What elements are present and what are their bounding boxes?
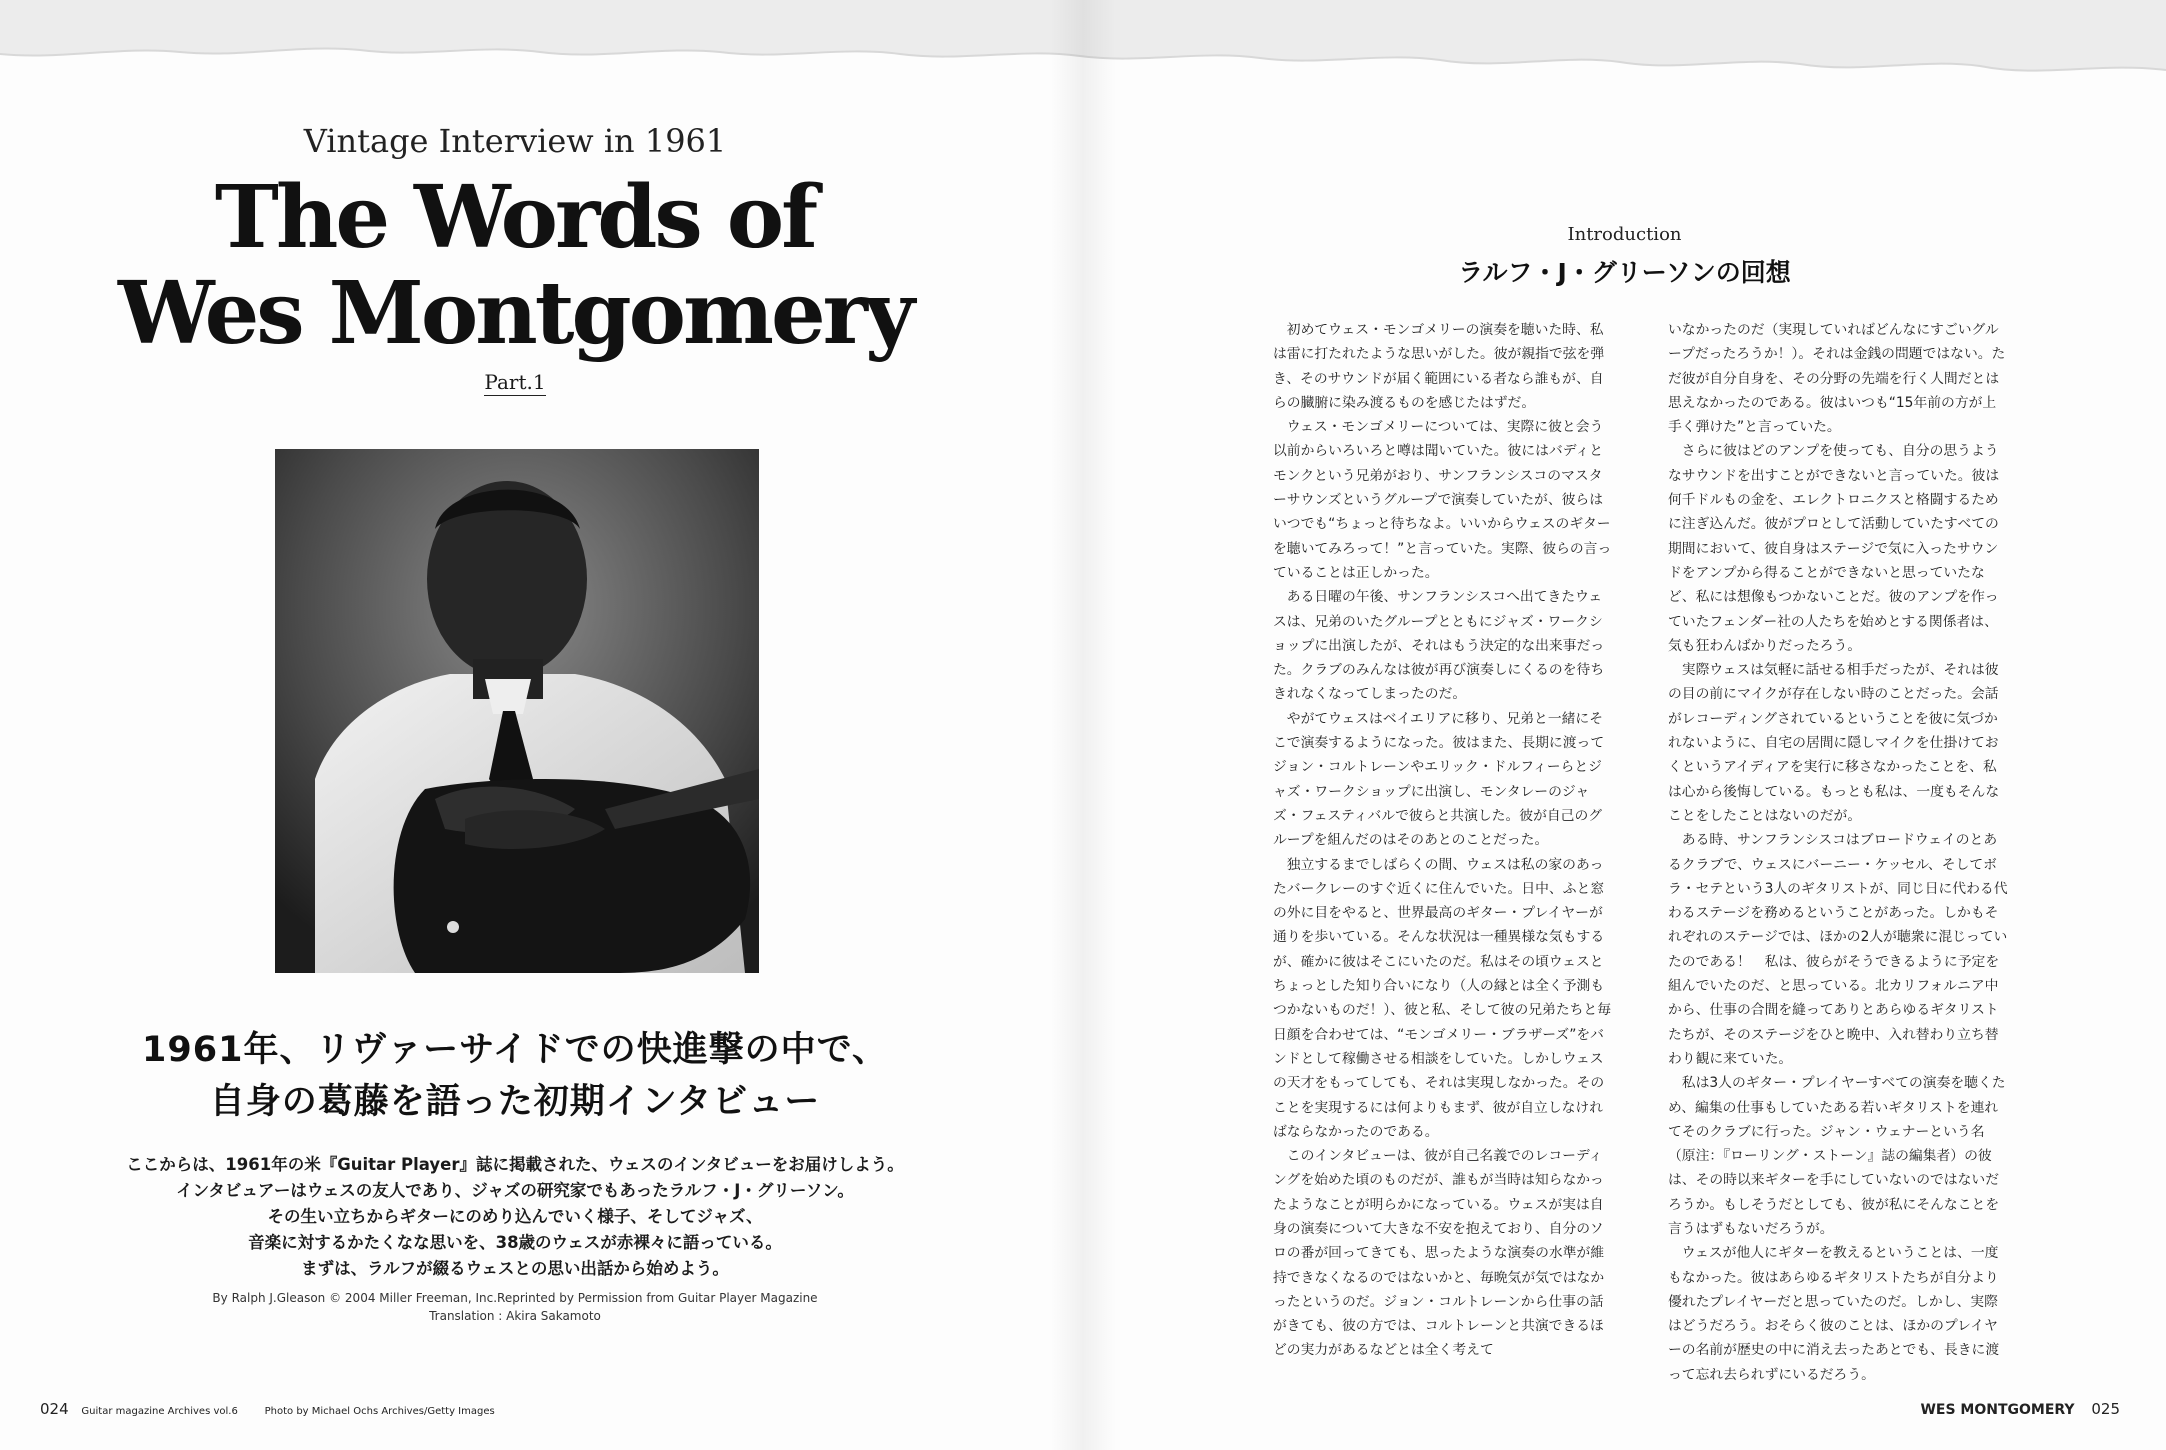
article-headline bbox=[0, 1024, 1030, 1128]
intro-title: ラルフ・J・グリーソンの回想 bbox=[1458, 258, 1791, 287]
credit-translation: Translation : Akira Sakamoto bbox=[429, 1309, 601, 1323]
headline-line-1: 1961年、リヴァーサイドでの快進撃の中で、 bbox=[142, 1030, 888, 1070]
article-title bbox=[0, 167, 1030, 364]
body-paragraph: やがてウェスはベイエリアに移り、兄弟と一緒にそこで演奏するようになった。彼はまた、長期に渡ってジョン・コルトレーンやエリック・ドルフィーらとジャズ・ワークショップに出演し、モンタレーのジャズ・フェスティバルで彼らと共演した。彼が自己のグループを組んだのはそのあとのことだった。 bbox=[1273, 710, 1605, 849]
body-paragraph: ウェス・モンゴメリーについては、実際に彼と会う以前からいろいろと噂は聞いていた。彼にはバディとモンクという兄弟がおり、サンフランシスコのマスターサウンズというグループで演奏していたが、彼らはいつでも“ちょっと待ちなよ。いいからウェスのギターを聴いてみろって！”と言っていた。実際、彼らの言っていることは正しかった。 bbox=[1273, 419, 1612, 581]
lede-line: まずは、ラルフが綴るウェスとの思い出話から始めよう。 bbox=[301, 1259, 729, 1278]
article-credits bbox=[0, 1289, 1030, 1325]
body-paragraph: いなかったのだ（実現していればどんなにすごいグループだったろうか！）。それは金銭の問題ではない。ただ彼が自分自身を、その分野の先端を行く人間だとは思えなかったのである。彼はいつも“15年前の方が上手く弾けた”と言っていた。 bbox=[1668, 322, 2006, 436]
title-line-1: The Words of bbox=[214, 167, 816, 268]
body-column-1 bbox=[1273, 318, 1615, 1363]
body-paragraph: 独立するまでしばらくの間、ウェスは私の家のあったバークレーのすぐ近くに住んでいた。日中、ふと窓の外に目をやると、世界最高のギター・プレイヤーが通りを歩いている。そんな状況は一種異様な気もするが、確かに彼はそこにいたのだ。私はその頃ウェスとちょっとした知り合いになり（人の縁とは全く予測もつかないものだ！）、彼と私、そして彼の兄弟たちと毎日顔を合わせては、“モンゴメリー・ブラザーズ”をバンドとして稼働させる相談をしていた。しかしウェスの天才をもってしても、それは実現しなかった。そのことを実現するには何よりもまず、彼が自立しなければならなかったのである。 bbox=[1273, 856, 1612, 1140]
title-line-2: Wes Montgomery bbox=[118, 263, 912, 364]
body-paragraph: 私は3人のギター・プレイヤーすべての演奏を聴くため、編集の仕事もしていたある若いギタリストを連れてそのクラブに行った。ジャン・ウェナーという名（原注：『ローリング・ストーン』誌の編集者）の彼は、その時以来ギターを手にしていないのではないだろうか。もしそうだとしても、彼が私にそんなことを言うはずもないだろうが。 bbox=[1668, 1075, 2006, 1237]
lede-line: 音楽に対するかたくなな思いを、38歳のウェスが赤裸々に語っている。 bbox=[248, 1233, 782, 1252]
body-paragraph: ある時、サンフランシスコはブロードウェイのとあるクラブで、ウェスにバーニー・ケッセル、そしてボラ・セテという3人のギタリストが、同じ日に代わる代わるステージを務めるということがあった。しかもそれぞれのステージでは、ほかの2人が聴衆に混じっていたのである！ 私は、彼らがそうできるように予定を組んでいたのだ、と思っている。北カリフォルニア中から、仕事の合間を縫ってありとあらゆるギタリストたちが、そのステージをひと晩中、入れ替わり立ち替わり観に来ていた。 bbox=[1668, 832, 2008, 1067]
body-paragraph: 初めてウェス・モンゴメリーの演奏を聴いた時、私は雷に打たれたような思いがした。彼が親指で弦を弾き、そのサウンドが届く範囲にいる者なら誰もが、自らの臓腑に染み渡るものを感じたはずだ。 bbox=[1273, 322, 1605, 411]
right-page bbox=[1083, 0, 2166, 1450]
portrait-photo bbox=[275, 449, 759, 973]
photo-credit: Photo by Michael Ochs Archives/Getty Images bbox=[264, 1406, 495, 1417]
part-label-text: Part.1 bbox=[484, 370, 546, 394]
headline-line-2: 自身の葛藤を語った初期インタビュー bbox=[209, 1082, 821, 1122]
footer-right bbox=[1920, 1400, 2120, 1418]
page-number-right: 025 bbox=[2091, 1400, 2120, 1418]
body-paragraph: ウェスが他人にギターを教えるということは、一度もなかった。彼はあらゆるギタリストたちが自分より優れたプレイヤーだと思っていたのだ。しかし、実際はどうだろう。おそらく彼のことは、ほかのプレイヤーの名前が歴史の中に消え去ったあとでも、長きに渡って忘れ去られずにいるだろう。 bbox=[1668, 1245, 2000, 1383]
intro-kicker: Introduction bbox=[1567, 224, 1682, 245]
article-kicker: Vintage Interview in 1961 bbox=[303, 122, 727, 160]
article-lede bbox=[0, 1152, 1030, 1282]
lede-line: その生い立ちからギターにのめり込んでいく様子、そしてジャズ、 bbox=[267, 1207, 763, 1226]
footer-left bbox=[40, 1400, 517, 1418]
section-name: WES MONTGOMERY bbox=[1920, 1402, 2075, 1418]
page-number-left: 024 bbox=[40, 1400, 69, 1418]
lede-line: ここからは、1961年の米『Guitar Player』誌に掲載された、ウェスのインタビューをお届けしよう。 bbox=[126, 1155, 904, 1174]
lede-line: インタビュアーはウェスの友人であり、ジャズの研究家でもあったラルフ・J・グリーソン。 bbox=[176, 1181, 854, 1200]
credit-author: By Ralph J.Gleason © 2004 Miller Freeman, Inc.Reprinted by Permission from Guitar Player Magazine bbox=[212, 1291, 818, 1305]
body-paragraph: 実際ウェスは気軽に話せる相手だったが、それは彼の目の前にマイクが存在しない時のことだった。会話がレコーディングされているということを彼に気づかれないように、自宅の居間に隠しマイクを仕掛けておくというアイディアを実行に移さなかったことを、私は心から後悔している。もっとも私は、一度もそんなことをしたことはないのだが。 bbox=[1668, 662, 2000, 824]
body-paragraph: さらに彼はどのアンプを使っても、自分の思うようなサウンドを出すことができないと言っていた。彼は何千ドルもの金を、エレクトロニクスと格闘するために注ぎ込んだ。彼がプロとして活動していたすべての期間において、彼自身はステージで気に入ったサウンドをアンプから得ることができないと思っていたなど、私には想像もつかないことだ。彼のアンプを作っていたフェンダー社の人たちを始めとする関係者は、気も狂わんばかりだったろう。 bbox=[1668, 443, 2000, 654]
part-label bbox=[0, 370, 1030, 394]
body-paragraph: ある日曜の午後、サンフランシスコへ出てきたウェスは、兄弟のいたグループとともにジャズ・ワークショップに出演したが、それはもう決定的な出来事だった。クラブのみんなは彼が再び演奏しにくるのを待ちきれなくなってしまったのだ。 bbox=[1273, 589, 1605, 703]
body-column-2 bbox=[1668, 318, 2008, 1387]
body-paragraph: このインタビューは、彼が自己名義でのレコーディングを始めた頃のものだが、誰もが当時は知らなかったようなことが明らかになっている。ウェスが実は自身の演奏について大きな不安を抱えており、自分のソロの番が回ってきても、思ったような演奏の水準が維持できなくなるのではないかと、毎晩気が気ではなかったというのだ。ジョン・コルトレーンから仕事の話がきても、彼の方では、コルトレーンと共演できるほどの実力があるなどとは全く考えて bbox=[1273, 1148, 1605, 1359]
magazine-name: Guitar magazine Archives vol.6 bbox=[81, 1406, 238, 1417]
